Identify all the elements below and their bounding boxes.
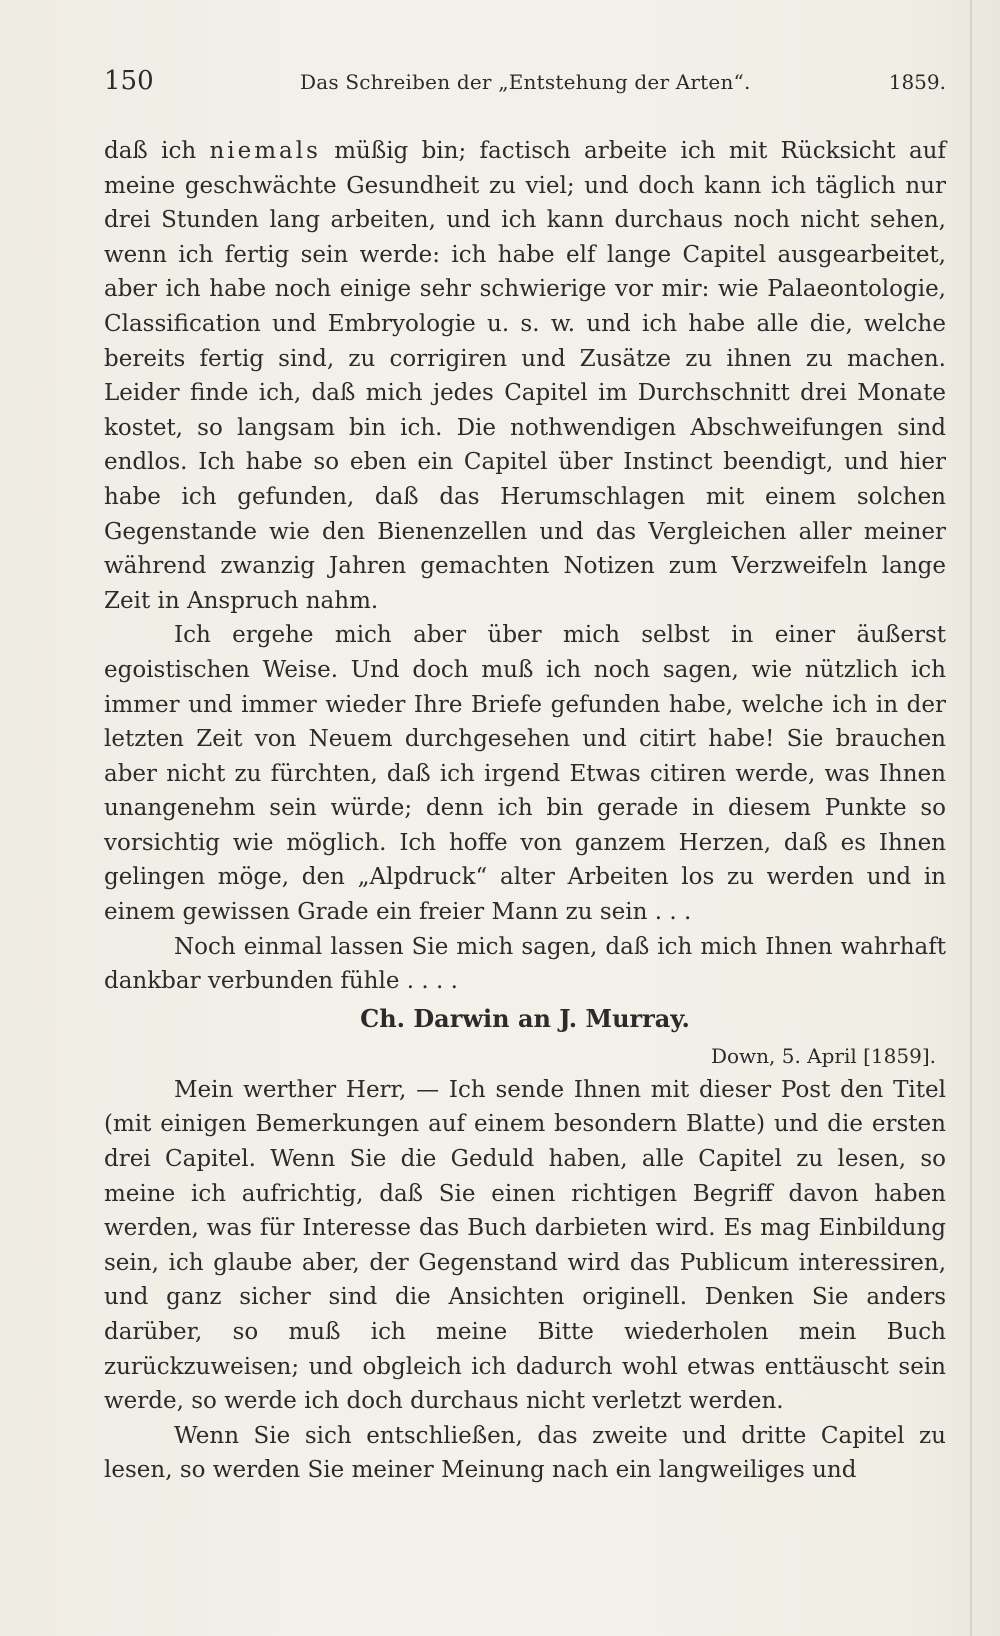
paragraph-2: Ich ergehe mich aber über mich selbst in einer äußerst egoistischen Weise. Und doch muß ich noch sagen, wie nützlich ich immer und immer wieder Ihre Briefe gefunden habe, welche ich in der letzten Zeit von Neuem durchgesehen und citirt habe! Sie brauchen aber nicht zu fürchten, daß ich irgend Etwas citiren werde, was Ihnen unangenehm sein würde; denn ich bin gerade in diesem Punkte so vorsichtig wie möglich. Ich hoffe von ganzem Herzen, daß es Ihnen gelingen möge, den „Alpdruck“ alter Arbeiten los zu werden und in einem gewissen Grade ein freier Mann zu sein . . . [104, 622, 946, 926]
page-edge [970, 0, 972, 1636]
running-title: Das Schreiben der „Entstehung der Arten“. [300, 70, 751, 94]
paragraph-1-lead: daß ich [104, 138, 210, 164]
header-year: 1859. [888, 70, 946, 94]
paragraph-1 [104, 134, 946, 618]
letter-dateline: Down, 5. April [1859]. [710, 1043, 936, 1068]
paragraph-4: Mein werther Herr, — Ich sende Ihnen mit dieser Post den Titel (mit einigen Bemerkungen auf einem besondern Blatte) und die ersten drei Capitel. Wenn Sie die Geduld haben, alle Capitel zu lesen, so meine ich aufrichtig, daß Sie einen richtigen Begriff davon haben werden, was für Interesse das Buch darbieten wird. Es mag Einbildung sein, ich glaube aber, der Gegenstand wird das Publicum interessiren, und ganz sicher sind die Ansichten originell. Denken Sie anders darüber, so muß ich meine Bitte wiederholen mein Buch zurückzuweisen; und obgleich ich dadurch wohl etwas enttäuscht sein werde, so werde ich doch durchaus nicht verletzt werden. [104, 1076, 946, 1415]
paragraph-3: Noch einmal lassen Sie mich sagen, daß ich mich Ihnen wahrhaft dankbar verbunden fühle . . . . [104, 933, 946, 995]
running-header [104, 64, 946, 104]
page-number: 150 [104, 66, 154, 96]
paragraph-1-spaced-word: niemals [209, 138, 321, 164]
paragraph-5: Wenn Sie sich entschließen, das zweite und dritte Capitel zu lesen, so werden Sie meiner Meinung nach ein langweiliges und [104, 1422, 946, 1484]
paragraph-1-rest: müßig bin; factisch arbeite ich mit Rücksicht auf meine geschwächte Gesundheit zu viel; und doch kann ich täglich nur drei Stunden lang arbeiten, und ich kann durchaus noch nicht sehen, wenn ich fertig sein werde: ich habe elf lange Capitel ausgearbeitet, aber ich habe noch einige sehr schwierige vor mir: wie Palaeontologie, Classification und Embryologie u. s. w. und ich habe alle die, welche bereits fertig sind, zu corrigiren und Zusätze zu ihnen zu machen. Leider finde ich, daß mich jedes Capitel im Durchschnitt drei Monate kostet, so langsam bin ich. Die nothwendigen Abschweifungen sind endlos. Ich habe so eben ein Capitel über Instinct beendigt, und hier habe ich gefunden, daß das Herumschlagen mit einem solchen Gegenstande wie den Bienenzellen und das Vergleichen aller meiner während zwanzig Jahren gemachten Notizen zum Verzweifeln lange Zeit in Anspruch nahm. [104, 138, 946, 614]
letter-heading: Ch. Darwin an J. Murray. [360, 1003, 690, 1033]
body-text [104, 134, 946, 1488]
